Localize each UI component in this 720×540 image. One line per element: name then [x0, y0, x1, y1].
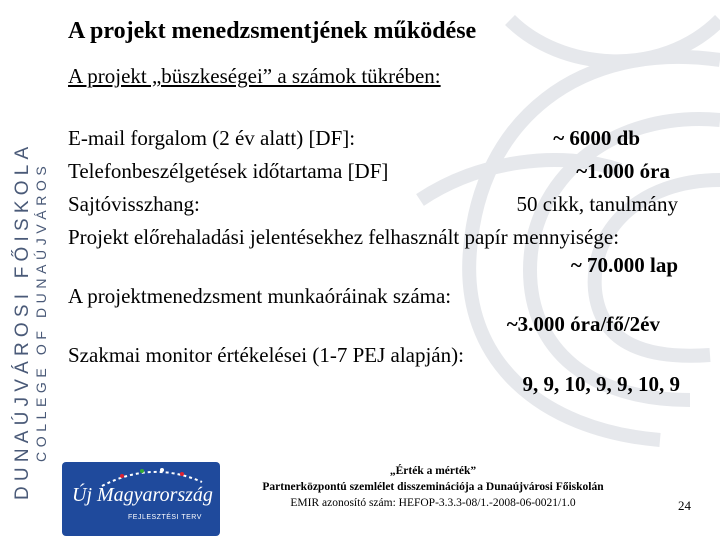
footer-motto: „Érték a mérték” [389, 465, 477, 477]
college-name-hu: DUNAÚJVÁROSI FŐISKOLA [12, 141, 33, 500]
footer-text [228, 463, 638, 511]
stat-label: E-mail forgalom (2 év alatt) [DF]: [68, 126, 356, 150]
logo-subtitle: FEJLESZTÉSI TERV [128, 514, 202, 521]
stat-value: 9, 9, 10, 9, 9, 10, 9 [522, 372, 680, 396]
stat-label: Szakmai monitor értékelései (1-7 PEJ alapján): [68, 343, 464, 367]
college-name-en: COLLEGE OF DUNAÚJVÁROS [33, 161, 49, 462]
slide-subtitle: A projekt „büszkeségei” a számok tükrében: [68, 64, 441, 88]
stat-value: ~ 70.000 lap [570, 253, 678, 277]
stat-value: ~ 6000 db [553, 126, 640, 150]
uj-magyarorszag-logo [62, 462, 220, 536]
stat-value: ~3.000 óra/fő/2év [506, 312, 660, 336]
stat-value: ~1.000 óra [576, 159, 670, 183]
stat-label: Sajtóvisszhang: [68, 192, 200, 216]
footer-project-title: Partnerközpontú szemlélet disszeminációja a Dunaújvárosi Főiskolán [262, 481, 604, 493]
page-number: 24 [678, 498, 691, 513]
logo-title: Új Magyarország [72, 484, 213, 506]
stat-label: A projektmenedzsment munkaóráinak száma: [68, 284, 452, 308]
stat-label: Projekt előrehaladási jelentésekhez felhasznált papír mennyisége: [68, 225, 620, 249]
stat-value: 50 cikk, tanulmány [516, 192, 678, 216]
college-sidebar [0, 0, 58, 540]
footer-emir-id: EMIR azonosító szám: HEFOP-3.3.3-08/1.-2008-06-0021/1.0 [290, 497, 576, 509]
stat-label: Telefonbeszélgetések időtartama [DF] [68, 159, 389, 183]
slide-title: A projekt menedzsmentjének működése [68, 18, 477, 44]
